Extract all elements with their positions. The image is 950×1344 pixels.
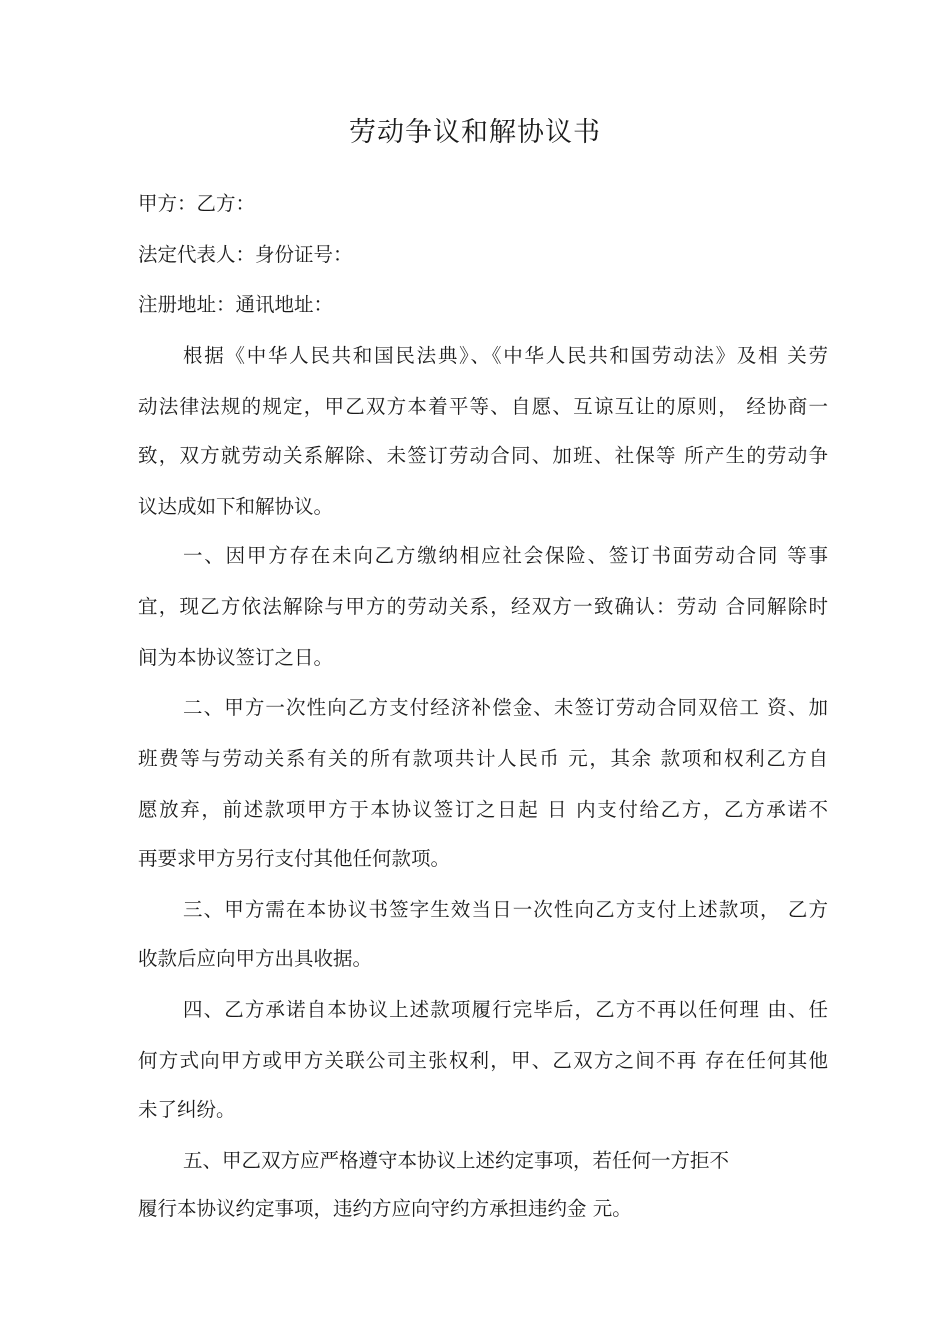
party-line: 甲方：乙方： — [138, 192, 256, 215]
clause-2-line: 二、甲方一次性向乙方支付经济补偿金、未签订劳动合同双倍工 资、加 — [183, 696, 828, 719]
clause-2-line: 再要求甲方另行支付其他任何款项。 — [138, 847, 451, 870]
clause-4-line: 何方式向甲方或甲方关联公司主张权利，甲、乙双方之间不再 存在任何其他 — [138, 1049, 828, 1072]
preamble-line: 根据《中华人民共和国民法典》、《中华人民共和国劳动法》及相 关劳 — [183, 344, 828, 367]
clause-3-line: 收款后应向甲方出具收据。 — [138, 947, 373, 970]
clause-5-line: 履行本协议约定事项，违约方应向守约方承担违约金 元。 — [138, 1197, 632, 1220]
preamble-line: 议达成如下和解协议。 — [138, 495, 334, 518]
clause-1-line: 间为本协议签订之日。 — [138, 646, 334, 669]
clause-4-line: 四、乙方承诺自本协议上述款项履行完毕后，乙方不再以任何理 由、任 — [183, 998, 828, 1021]
clause-2-line: 班费等与劳动关系有关的所有款项共计人民币 元，其余 款项和权利乙方自 — [138, 747, 828, 770]
clause-1-line: 一、因甲方存在未向乙方缴纳相应社会保险、签订书面劳动合同 等事 — [183, 544, 828, 567]
preamble-line: 动法律法规的规定，甲乙双方本着平等、自愿、互谅互让的原则， 经协商一 — [138, 395, 828, 418]
representative-line: 法定代表人：身份证号： — [138, 243, 353, 266]
clause-5-line: 五、甲乙双方应严格遵守本协议上述约定事项，若任何一方拒不 — [183, 1149, 730, 1172]
clause-1-line: 宜，现乙方依法解除与甲方的劳动关系，经双方一致确认：劳动 合同解除时 — [138, 595, 828, 618]
clause-3-line: 三、甲方需在本协议书签字生效当日一次性向乙方支付上述款项， 乙方 — [183, 898, 828, 921]
preamble-line: 致，双方就劳动关系解除、未签订劳动合同、加班、社保等 所产生的劳动争 — [138, 444, 828, 467]
clause-4-line: 未了纠纷。 — [138, 1098, 236, 1121]
clause-2-line: 愿放弃，前述款项甲方于本协议签订之日起 日 内支付给乙方，乙方承诺不 — [138, 798, 828, 821]
document-title: 劳动争议和解协议书 — [349, 117, 601, 148]
address-line: 注册地址：通讯地址： — [138, 293, 334, 316]
